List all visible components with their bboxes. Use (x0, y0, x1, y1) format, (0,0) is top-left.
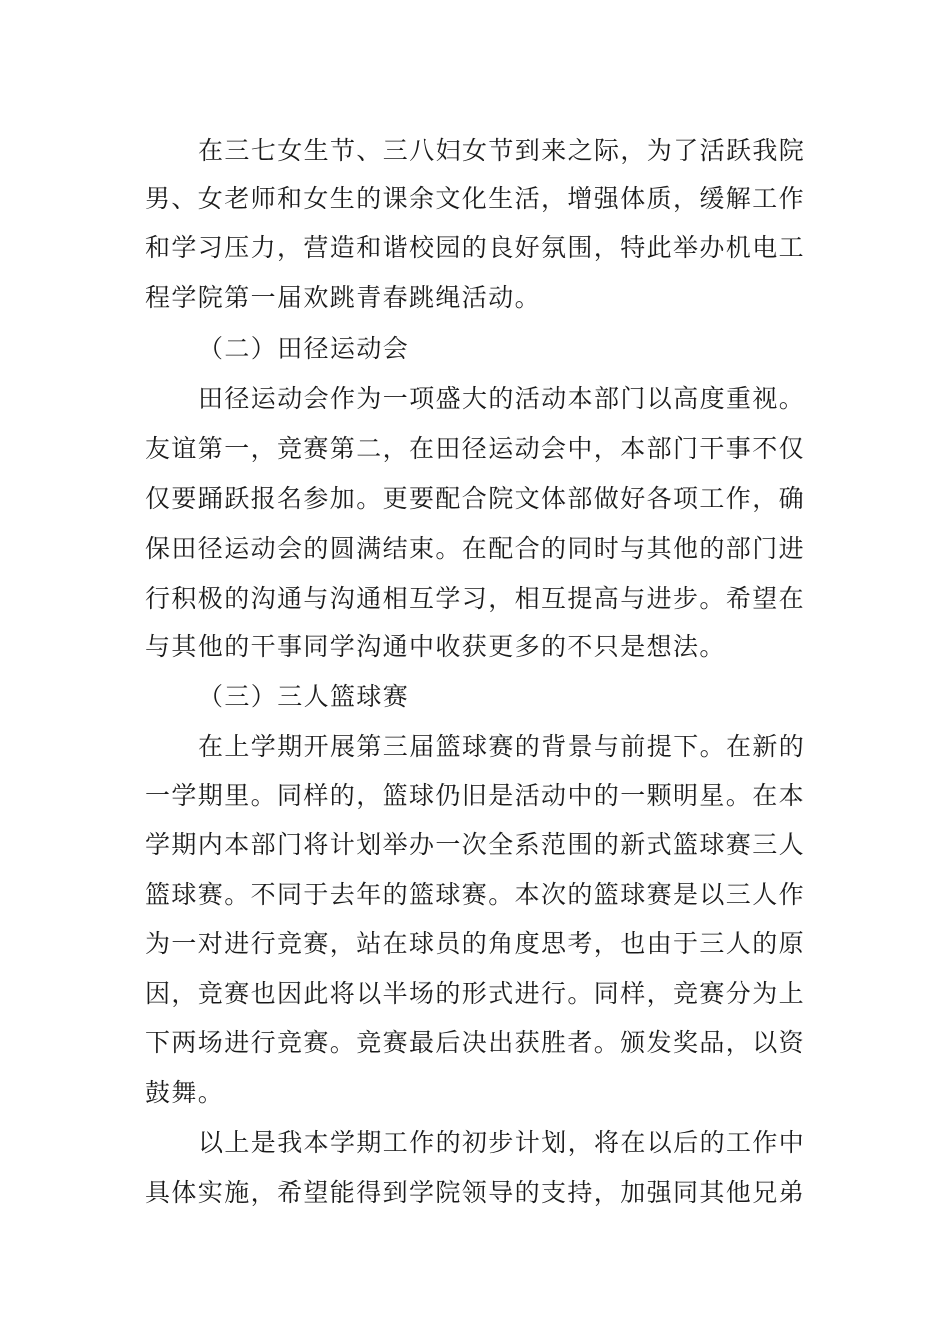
text-line: 仅要踊跃报名参加。更要配合院文体部做好各项工作，确 (145, 484, 806, 513)
text-line: 与其他的干事同学沟通中收获更多的不只是想法。 (145, 632, 726, 661)
section-heading: （二）田径运动会 (198, 334, 410, 363)
text-line: 在上学期开展第三届篮球赛的背景与前提下。在新的 (198, 732, 806, 761)
text-line: 男、女老师和女生的课余文化生活，增强体质，缓解工作 (145, 184, 806, 213)
text-line: 学期内本部门将计划举办一次全系范围的新式篮球赛三人 (145, 830, 806, 859)
text-line: 友谊第一，竞赛第二，在田径运动会中，本部门干事不仅 (145, 434, 806, 463)
text-line: 田径运动会作为一项盛大的活动本部门以高度重视。 (198, 384, 806, 413)
text-line: 鼓舞。 (145, 1078, 225, 1107)
text-line: 下两场进行竞赛。竞赛最后决出获胜者。颁发奖品，以资 (145, 1028, 806, 1057)
text-line: 一学期里。同样的，篮球仍旧是活动中的一颗明星。在本 (145, 781, 806, 810)
text-line: 篮球赛。不同于去年的篮球赛。本次的篮球赛是以三人作 (145, 880, 806, 909)
text-line: 程学院第一届欢跳青春跳绳活动。 (145, 283, 542, 312)
text-line: 因，竞赛也因此将以半场的形式进行。同样，竞赛分为上 (145, 979, 806, 1008)
text-line: 具体实施，希望能得到学院领导的支持，加强同其他兄弟 (145, 1178, 806, 1207)
text-line: 以上是我本学期工作的初步计划，将在以后的工作中 (198, 1128, 806, 1157)
text-line: 在三七女生节、三八妇女节到来之际，为了活跃我院 (198, 136, 806, 165)
section-heading: （三）三人篮球赛 (198, 682, 410, 711)
text-line: 和学习压力，营造和谐校园的良好氛围，特此举办机电工 (145, 233, 806, 262)
text-line: 为一对进行竞赛，站在球员的角度思考，也由于三人的原 (145, 929, 806, 958)
text-line: 行积极的沟通与沟通相互学习，相互提高与进步。希望在 (145, 584, 806, 613)
text-line: 保田径运动会的圆满结束。在配合的同时与其他的部门进 (145, 534, 806, 563)
